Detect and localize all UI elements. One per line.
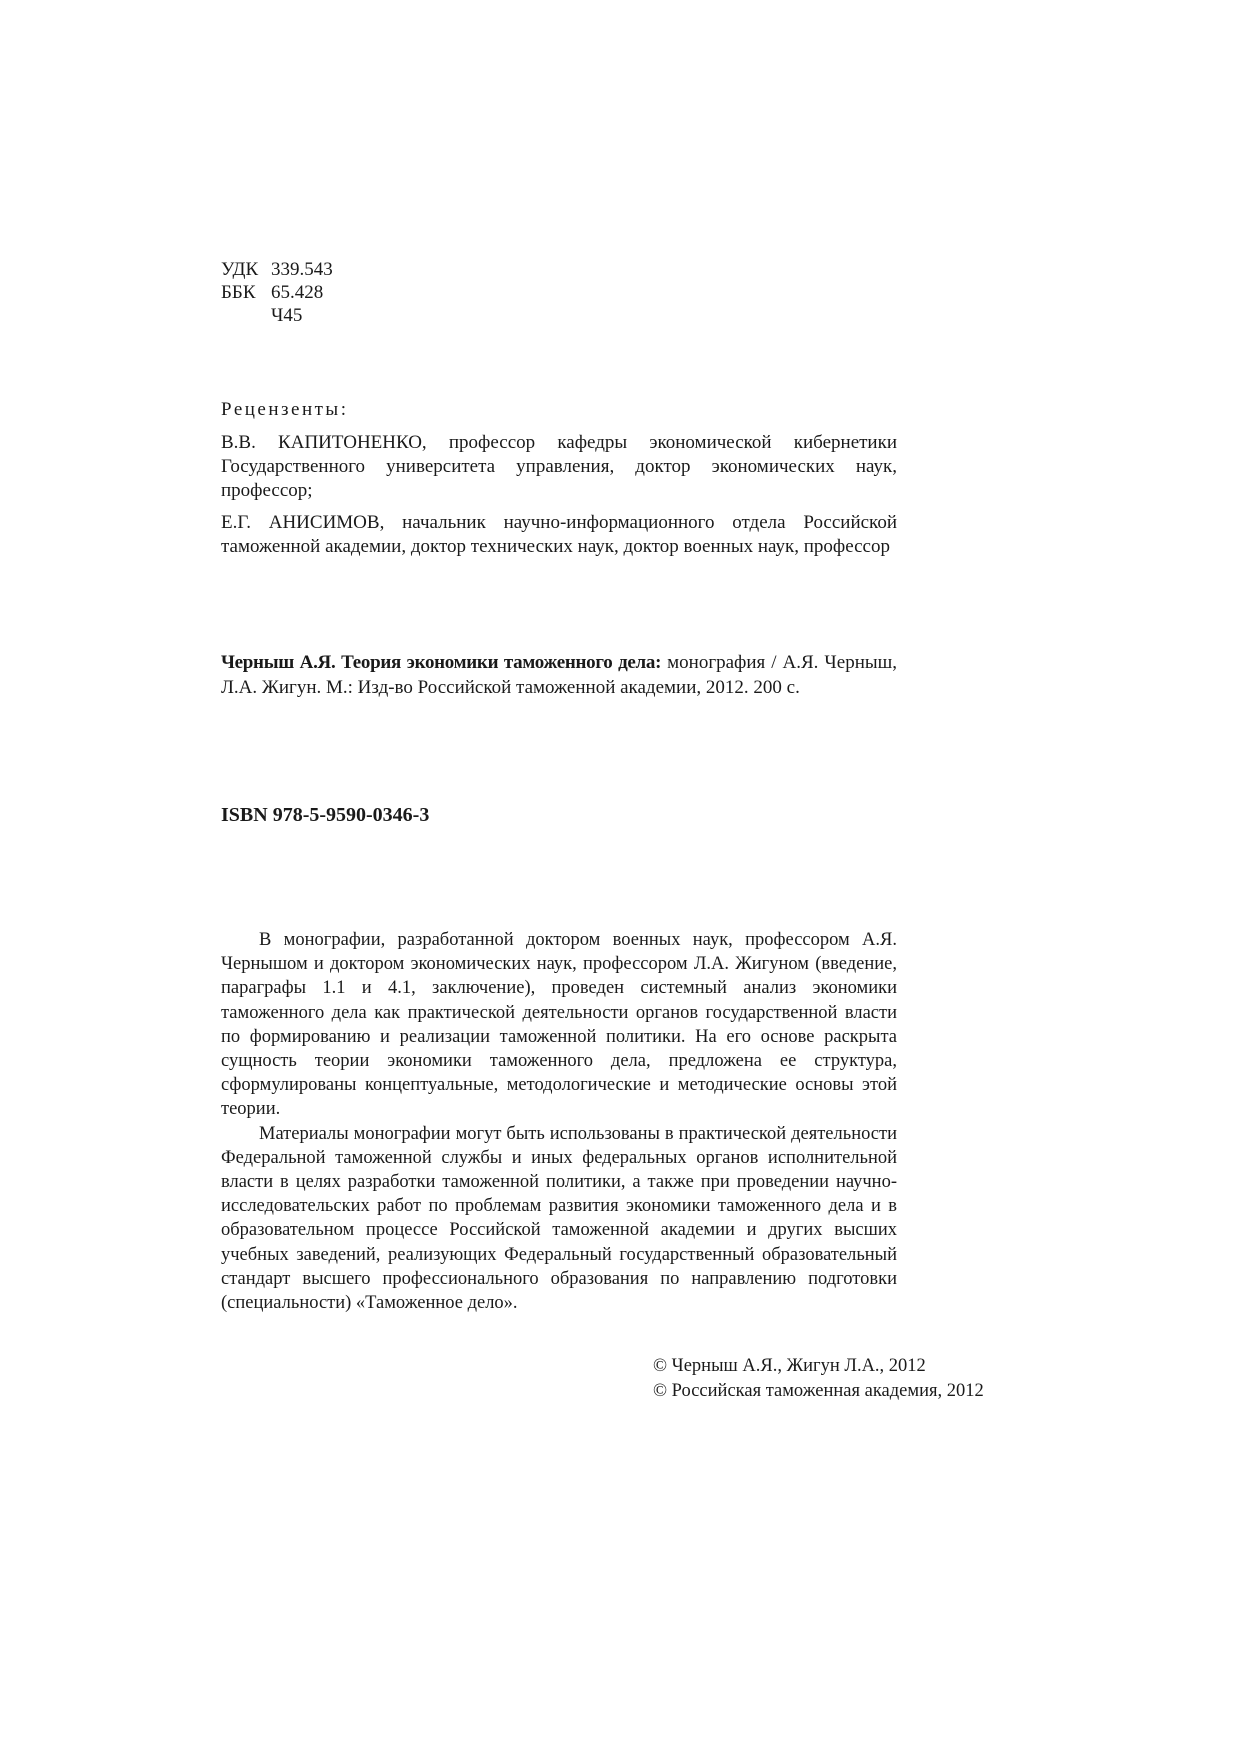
isbn: ISBN 978-5-9590-0346-3 xyxy=(221,804,430,826)
udk-value: 339.543 xyxy=(271,259,333,280)
bibliographic-description xyxy=(221,650,897,700)
copyright-academy: © Российская таможенная академия, 2012 xyxy=(653,1381,984,1401)
abstract xyxy=(221,928,897,1315)
reviewer-entry: В.В. КАПИТОНЕНКО, профессор кафедры экономической кибернетики Государственного университета управления, доктор экономических наук, профессор; xyxy=(221,432,897,501)
bbk-value: 65.428 xyxy=(271,282,324,303)
bbk-label: ББК xyxy=(221,282,256,303)
author-mark-row xyxy=(221,304,333,327)
classification-block xyxy=(221,258,333,327)
bibliographic-details: монография / А.Я. Черныш, Л.А. Жигун. М.: Изд-во Российской таможенной академии, 2012. 200 с. xyxy=(221,652,898,698)
author-mark: Ч45 xyxy=(271,305,303,326)
udk-row xyxy=(221,258,333,281)
reviewer-entry: Е.Г. АНИСИМОВ, начальник научно-информационного отдела Российской таможенной академии, доктор технических наук, доктор военных наук, профессор xyxy=(221,512,897,557)
reviewers-heading: Рецензенты: xyxy=(221,399,349,420)
copyright-block xyxy=(653,1354,984,1404)
bbk-row xyxy=(221,281,333,304)
copyright-authors: © Черныш А.Я., Жигун Л.А., 2012 xyxy=(653,1356,926,1376)
abstract-paragraph: В монографии, разработанной доктором военных наук, профессором А.Я. Чернышом и доктором экономических наук, профессором Л.А. Жигуном (введение, параграфы 1.1 и 4.1, заключение), проведен системный анализ экономики таможенного дела как практической деятельности органов государственной власти по формированию и реализации таможенной политики. На его основе раскрыта сущность теории экономики таможенного дела, предложена ее структура, сформулированы концептуальные, методологические и методические основы этой теории. xyxy=(221,930,897,1120)
abstract-paragraph: Материалы монографии могут быть использованы в практической деятельности Федеральной таможенной службы и иных федеральных органов исполнительной власти в целях разработки таможенной политики, а также при проведении научно-исследовательских работ по проблемам развития экономики таможенного дела и в образовательном процессе Российской таможенной академии и других высших учебных заведений, реализующих Федеральный государственный образовательный стандарт высшего профессионального образования по направлению подготовки (специальности) «Таможенное дело». xyxy=(221,1123,897,1314)
bibliographic-title: Черныш А.Я. Теория экономики таможенного дела: xyxy=(221,652,662,673)
udk-label: УДК xyxy=(221,259,259,280)
